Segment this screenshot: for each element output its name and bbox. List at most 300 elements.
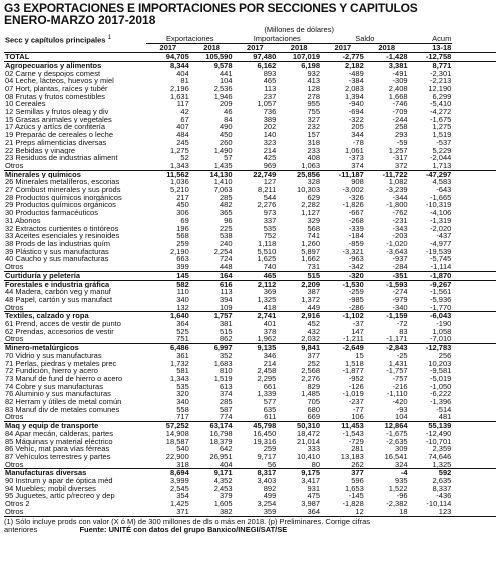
cell-exp-2018: 616 — [190, 280, 234, 288]
group-saldo: Saldo — [321, 34, 409, 44]
cell-exp-2018: 382 — [190, 508, 234, 516]
cell-exp-2017: 217 — [176, 193, 189, 202]
cell-imp-2018: 2,032 — [301, 335, 320, 344]
cell-exp-2018: 862 — [219, 335, 233, 344]
cell-exp-2018: 642 — [219, 445, 233, 453]
cell-acum-13-18: -5,936 — [430, 295, 452, 304]
cell-saldo-2018: -343 — [392, 224, 408, 233]
cell-saldo-2017: 205 — [351, 123, 364, 132]
cell-exp-2017: 404 — [176, 69, 189, 78]
cell-saldo-2018: -231 — [392, 216, 408, 225]
cell-exp-2017: 6,486 — [146, 344, 190, 352]
cell-imp-2018: 18,472 — [297, 429, 320, 438]
cell-imp-2017: 465 — [263, 77, 277, 85]
cell-saldo-2018: -2,382 — [386, 500, 408, 508]
cell-acum-13-18: 8,337 — [432, 484, 452, 493]
row-label: 10 Cereales — [5, 100, 46, 109]
year-imp-2017: 2017 — [234, 44, 278, 53]
cell-acum-13-18: 74,646 — [428, 452, 452, 461]
cell-imp-2017: 369 — [263, 288, 277, 296]
cell-exp-2017: 318 — [176, 460, 189, 469]
cell-exp-2017: 132 — [176, 303, 189, 312]
cell-saldo-2017: -1,828 — [342, 500, 364, 508]
cell-saldo-2018: -1,020 — [386, 239, 408, 248]
row-label: 76 Aluminio y sus manufacturas — [5, 390, 111, 399]
table-row — [4, 255, 496, 263]
row-label: 30 Productos farmacéuticos — [5, 209, 98, 217]
cell-exp-2018: 104 — [219, 77, 233, 85]
row-label: 02 Carne y despojos comest — [5, 69, 101, 78]
cell-imp-2018: 568 — [307, 224, 320, 233]
year-saldo-2018: 2018 — [365, 44, 409, 53]
cell-saldo-2017: 106 — [351, 413, 364, 422]
cell-saldo-2018: -3,239 — [386, 186, 408, 194]
cell-imp-2017: 140 — [263, 131, 277, 139]
table-row — [4, 131, 496, 139]
cell-imp-2017: 323 — [263, 138, 277, 147]
cell-exp-2017: 306 — [176, 209, 189, 217]
row-label: 31 Abonos — [5, 216, 41, 225]
table-row — [4, 162, 496, 170]
cell-exp-2018: 365 — [219, 209, 233, 217]
cell-imp-2018: 449 — [307, 303, 320, 312]
cell-imp-2018: 475 — [307, 492, 320, 501]
cell-exp-2018: 18,379 — [209, 437, 233, 446]
cell-saldo-2018: -709 — [392, 108, 408, 116]
cell-imp-2017: 740 — [263, 263, 277, 272]
cell-imp-2017: 752 — [263, 232, 277, 240]
cell-exp-2017: 8,344 — [169, 61, 189, 70]
cell-saldo-2018: -284 — [392, 263, 408, 272]
cell-exp-2018: 285 — [219, 398, 233, 406]
cell-imp-2017: 3,254 — [257, 500, 277, 508]
table-row — [4, 108, 496, 116]
cell-exp-2018: 240 — [219, 239, 233, 248]
cell-exp-2017: 525 — [176, 327, 189, 336]
row-label: Textiles, calzado y ropa — [4, 312, 146, 320]
cell-imp-2018: 2,568 — [301, 367, 320, 375]
cell-acum-13-18: -1,114 — [430, 263, 452, 272]
cell-acum-13-18: 592 — [409, 469, 453, 477]
cell-exp-2018: 16,798 — [209, 429, 233, 438]
cell-acum-13-18: 1,519 — [432, 131, 452, 139]
row-label: 84 Apar mecán, calderas, partes — [5, 429, 113, 438]
cell-imp-2017: 499 — [263, 492, 277, 501]
table-row — [4, 70, 496, 78]
cell-imp-2018: 1,063 — [301, 161, 320, 170]
table-row — [4, 320, 496, 328]
cell-acum-13-18: -4,272 — [430, 108, 452, 116]
cell-exp-2018: 96 — [224, 216, 233, 225]
footnote-continuation: anteriores — [4, 524, 38, 534]
cell-saldo-2018: 12,864 — [365, 422, 409, 430]
cell-saldo-2018: -274 — [392, 288, 408, 296]
table-row — [4, 170, 496, 178]
cell-saldo-2018: -2,843 — [365, 344, 409, 352]
cell-saldo-2018: -351 — [365, 271, 409, 280]
row-label: 87 Vehículos terrestres y partes — [5, 452, 111, 461]
cell-saldo-2017: -342 — [348, 263, 364, 272]
cell-saldo-2018: -1,675 — [386, 429, 408, 438]
cell-imp-2018: 2,916 — [277, 312, 321, 320]
cell-exp-2018: 810 — [219, 367, 233, 375]
cell-exp-2017: 94,705 — [146, 53, 190, 62]
table-row — [4, 194, 496, 202]
cell-saldo-2018: -746 — [392, 100, 408, 109]
cell-exp-2017: 1,343 — [169, 161, 189, 170]
cell-acum-13-18: 2,359 — [432, 445, 452, 453]
cell-acum-13-18: -2,044 — [430, 154, 452, 162]
cell-imp-2017: 544 — [263, 193, 277, 202]
cell-acum-13-18: -436 — [436, 492, 452, 501]
cell-saldo-2018: 1,668 — [388, 92, 408, 101]
row-label: 85 Máquinas y material eléctrico — [5, 437, 113, 446]
row-label: Otros — [5, 335, 24, 344]
cell-imp-2017: 2,741 — [234, 312, 278, 320]
cell-imp-2018: 829 — [307, 382, 320, 391]
table-row — [4, 232, 496, 240]
cell-acum-13-18: -12,758 — [409, 53, 453, 62]
cell-exp-2018: 4,352 — [213, 477, 233, 485]
cell-exp-2017: 14,908 — [165, 429, 189, 438]
cell-imp-2017: 113 — [264, 84, 277, 93]
row-label: 27 Combust minerales y sus prods — [5, 186, 121, 194]
cell-saldo-2018: -2,635 — [386, 437, 408, 446]
cell-imp-2017: 425 — [263, 154, 277, 162]
cell-imp-2018: 515 — [277, 271, 321, 280]
cell-saldo-2018: -317 — [392, 154, 408, 162]
cell-saldo-2017: -1,826 — [342, 201, 364, 210]
stub-label: Secc y capítulos principales — [5, 35, 106, 44]
cell-exp-2018: 26,951 — [209, 452, 233, 461]
cell-imp-2018: 128 — [307, 84, 320, 93]
cell-exp-2018: 46 — [224, 108, 233, 116]
cell-exp-2018: 381 — [219, 320, 233, 328]
row-label: Otros — [5, 161, 24, 170]
cell-saldo-2017: -952 — [348, 374, 364, 383]
cell-acum-13-18: -1,770 — [430, 303, 452, 312]
cell-saldo-2018: -937 — [392, 255, 408, 264]
cell-exp-2017: 145 — [146, 271, 190, 280]
cell-saldo-2017: -237 — [348, 398, 364, 406]
cell-imp-2017: 1,057 — [257, 100, 277, 109]
table-row — [4, 77, 496, 85]
cell-saldo-2017: 374 — [351, 161, 364, 170]
row-label: 23 Residuos de industrias aliment — [5, 154, 118, 162]
cell-exp-2018: 379 — [219, 492, 233, 501]
cell-imp-2017: 465 — [234, 271, 278, 280]
cell-saldo-2017: -985 — [348, 295, 364, 304]
table-row — [4, 53, 496, 62]
cell-exp-2018: 105,590 — [190, 53, 234, 62]
cell-acum-13-18: -1,050 — [430, 382, 452, 391]
table-body — [4, 53, 496, 516]
cell-saldo-2018: -1,110 — [386, 390, 408, 399]
cell-saldo-2017: -126 — [348, 382, 364, 391]
cell-exp-2017: 1,640 — [146, 312, 190, 320]
cell-imp-2018: 755 — [307, 108, 320, 116]
cell-exp-2017: 259 — [176, 239, 189, 248]
cell-exp-2017: 1,732 — [169, 359, 189, 368]
cell-saldo-2017: -145 — [348, 492, 364, 501]
cell-saldo-2017: 12 — [321, 508, 365, 516]
cell-saldo-2018: -244 — [392, 115, 408, 124]
table-row — [4, 225, 496, 233]
cell-imp-2017: 97,480 — [234, 53, 278, 62]
cell-imp-2017: 2,295 — [257, 374, 277, 383]
cell-imp-2018: 232 — [307, 123, 320, 132]
cell-exp-2017: 2,190 — [169, 247, 189, 256]
cell-saldo-2017: -259 — [348, 288, 364, 296]
cell-exp-2018: 14,130 — [190, 170, 234, 178]
cell-exp-2017: 558 — [176, 405, 189, 414]
cell-acum-13-18: 256 — [438, 351, 452, 360]
cell-exp-2017: 581 — [176, 367, 189, 375]
cell-saldo-2017: -1,530 — [321, 280, 365, 288]
cell-saldo-2018: -309 — [392, 77, 408, 85]
table-row — [4, 413, 496, 421]
cell-acum-13-18: -12,490 — [425, 429, 452, 438]
cell-exp-2018: 1,410 — [213, 178, 233, 187]
cell-acum-13-18: 5,229 — [432, 146, 452, 155]
cell-acum-13-18: -6,043 — [409, 312, 453, 320]
cell-exp-2018: 490 — [219, 123, 233, 132]
cell-exp-2017: 320 — [176, 390, 189, 399]
row-label: 44 Madera, carbón veg y manuf — [5, 288, 111, 296]
table-row — [4, 178, 496, 186]
row-label: 07 Hort, plantas, raíces y tubér — [5, 84, 108, 93]
cell-acum-13-18: 8,771 — [432, 61, 452, 70]
cell-saldo-2017: -339 — [348, 224, 364, 233]
units-label: (Millones de dólares) — [264, 26, 334, 34]
table-row — [4, 139, 496, 147]
cell-acum-13-18: -1,561 — [430, 288, 452, 296]
cell-acum-13-18: -10,701 — [425, 437, 452, 446]
table-row — [4, 500, 496, 508]
row-label: 83 Manuf div de metales comunes — [5, 405, 120, 414]
table-row — [4, 406, 496, 414]
cell-imp-2018: 432 — [307, 327, 320, 336]
cell-imp-2018: 932 — [307, 69, 320, 78]
cell-imp-2017: 892 — [263, 484, 277, 493]
cell-saldo-2018: 104 — [395, 413, 408, 422]
cell-saldo-2017: 147 — [351, 327, 364, 336]
cell-acum-13-18: -5,019 — [430, 374, 452, 383]
cell-imp-2017: 9,717 — [257, 452, 277, 461]
table-row — [4, 296, 496, 304]
cell-saldo-2018: 309 — [395, 445, 408, 453]
cell-saldo-2018: -1,800 — [386, 201, 408, 210]
cell-saldo-2017: -78 — [352, 138, 364, 147]
cell-acum-13-18: -1,665 — [430, 193, 452, 202]
row-label: 94 Muebles; mobil diverses — [5, 484, 96, 493]
cell-saldo-2018: -344 — [392, 193, 408, 202]
cell-saldo-2017: 596 — [351, 477, 364, 485]
cell-saldo-2017: 13,183 — [340, 452, 364, 461]
cell-saldo-2018: -1,159 — [365, 312, 409, 320]
cell-acum-13-18: -7,010 — [430, 335, 452, 344]
cell-saldo-2018: -1,757 — [386, 367, 408, 375]
cell-imp-2017: 3,403 — [257, 477, 277, 485]
footnotes — [4, 518, 496, 534]
cell-exp-2018: 613 — [219, 382, 233, 391]
year-exp-2018: 2018 — [190, 44, 234, 53]
cell-saldo-2018: -216 — [392, 382, 408, 391]
cell-acum-13-18: 123 — [409, 508, 453, 516]
chart-code: G3 — [4, 1, 21, 15]
table-row — [4, 383, 496, 391]
table-row — [4, 304, 496, 312]
cell-exp-2018: 6,997 — [190, 344, 234, 352]
cell-saldo-2018: 935 — [395, 477, 408, 485]
cell-saldo-2017: 1,518 — [344, 359, 364, 368]
table-row — [4, 422, 496, 430]
cell-imp-2018: 2,209 — [277, 280, 321, 288]
cell-imp-2018: 731 — [307, 263, 320, 272]
cell-exp-2018: 482 — [219, 201, 233, 210]
cell-saldo-2017: -667 — [348, 209, 364, 217]
row-label: 72 Fundición, hierro y acero — [5, 367, 98, 375]
cell-exp-2017: 340 — [176, 295, 189, 304]
table-row — [4, 430, 496, 438]
cell-exp-2017: 407 — [176, 123, 189, 132]
group-header-row — [4, 34, 496, 44]
cell-exp-2017: 535 — [176, 382, 189, 391]
stub-footnote-marker: 1 — [107, 33, 112, 41]
cell-exp-2017: 1,631 — [169, 92, 189, 101]
cell-imp-2018: 705 — [307, 398, 320, 406]
row-label: 33 Aceites esenciales y resinoides — [5, 232, 120, 240]
cell-exp-2018: 374 — [219, 390, 233, 399]
cell-exp-2018: 2,254 — [213, 247, 233, 256]
cell-saldo-2018: 324 — [395, 460, 408, 469]
cell-imp-2018: 318 — [307, 138, 320, 147]
cell-acum-13-18: 2,635 — [432, 477, 452, 485]
cell-imp-2018: 157 — [307, 131, 320, 139]
cell-saldo-2017: -694 — [348, 108, 364, 116]
table-row — [4, 375, 496, 383]
cell-imp-2018: 333 — [307, 445, 320, 453]
cell-imp-2018: 1,260 — [301, 239, 320, 248]
cell-imp-2018: 327 — [307, 115, 320, 124]
cell-imp-2017: 1,625 — [257, 255, 277, 264]
table-row — [4, 154, 496, 162]
cell-saldo-2017: 281 — [351, 445, 364, 453]
cell-exp-2017: 582 — [146, 280, 190, 288]
cell-saldo-2017: 2,083 — [344, 84, 364, 93]
row-label: Agropecuarios y alimentos — [5, 61, 102, 70]
cell-imp-2018: 50,310 — [277, 422, 321, 430]
cell-imp-2018: 10,410 — [297, 452, 320, 461]
cell-saldo-2017: -37 — [352, 320, 364, 328]
cell-imp-2017: 8,211 — [258, 186, 277, 194]
table-row — [4, 288, 496, 296]
group-importaciones: Importaciones — [234, 34, 322, 44]
cell-exp-2018: 515 — [219, 327, 233, 336]
row-label: 32 Extractos curtientes o tintóreos — [5, 224, 119, 233]
table-row — [4, 263, 496, 271]
cell-exp-2017: 663 — [176, 255, 189, 264]
cell-exp-2017: 1,275 — [169, 146, 189, 155]
row-label: Forestales e industria gráfica — [4, 280, 146, 288]
cell-acum-13-18: -4,106 — [430, 209, 452, 217]
cell-imp-2018: 9,841 — [277, 344, 321, 352]
cell-exp-2018: 9,171 — [190, 469, 234, 477]
cell-saldo-2017: -859 — [348, 239, 364, 248]
cell-exp-2018: 2,536 — [213, 84, 233, 93]
cell-imp-2018: 80 — [311, 460, 320, 469]
cell-exp-2017: 540 — [176, 445, 189, 453]
cell-saldo-2017: -184 — [348, 232, 364, 240]
cell-exp-2018: 450 — [219, 131, 233, 139]
cell-imp-2018: 107,019 — [277, 53, 321, 62]
cell-imp-2017: 893 — [263, 69, 277, 78]
cell-imp-2018: 452 — [307, 320, 320, 328]
row-label: 12 Semillas y frutos oleag y div — [5, 108, 109, 116]
row-label: 28 Productos químicos inorgánicos — [5, 193, 122, 202]
year-saldo-2017: 2017 — [321, 44, 365, 53]
table-row — [4, 398, 496, 406]
cell-imp-2017: 418 — [263, 303, 277, 312]
cell-exp-2017: 354 — [176, 492, 189, 501]
cell-saldo-2017: -1,019 — [342, 390, 364, 399]
row-label: Otros — [5, 263, 24, 272]
cell-saldo-2018: -1,593 — [365, 280, 409, 288]
cell-saldo-2017: -384 — [348, 77, 364, 85]
cell-acum-13-18: 6,299 — [432, 92, 452, 101]
cell-saldo-2017: -3,321 — [342, 247, 364, 256]
cell-saldo-2018: 372 — [395, 161, 408, 170]
cell-saldo-2018: -491 — [392, 69, 408, 78]
cell-acum-13-18: -6,222 — [430, 390, 452, 399]
cell-saldo-2018: 2,408 — [388, 84, 408, 93]
cell-saldo-2018: -203 — [392, 232, 408, 240]
row-label: 21 Preps alimenticias diversas — [5, 138, 107, 147]
footnote-line-1: (1) Sólo incluye prods con valor (X ó M) de 300 millones de dls o más en 2018. (p) Preliminares. Corrige cifras — [4, 516, 370, 526]
row-label: Minerales y químicos — [4, 170, 146, 178]
table-row — [4, 328, 496, 336]
cell-saldo-2017: 344 — [351, 131, 364, 139]
table-row — [4, 100, 496, 108]
cell-imp-2018: 252 — [307, 359, 320, 368]
cell-imp-2018: 1,372 — [301, 295, 320, 304]
cell-imp-2017: 127 — [263, 178, 277, 187]
cell-imp-2018: 329 — [307, 216, 320, 225]
cell-imp-2017: 16,450 — [253, 429, 277, 438]
cell-saldo-2018: -72 — [396, 320, 408, 328]
cell-exp-2017: 11,562 — [146, 170, 190, 178]
cell-saldo-2018: -4 — [365, 469, 409, 477]
cell-exp-2017: 371 — [146, 508, 190, 516]
cell-imp-2018: 3,417 — [301, 477, 320, 485]
units-row — [4, 26, 496, 34]
cell-saldo-2018: 1,431 — [388, 359, 408, 368]
cell-exp-2018: 1,757 — [190, 312, 234, 320]
cell-acum-13-18: -10,114 — [426, 500, 452, 508]
cell-saldo-2018: 1,082 — [388, 178, 408, 187]
cell-imp-2018: 5,897 — [301, 247, 320, 256]
cell-saldo-2018: 1,257 — [388, 146, 408, 155]
cell-imp-2018: 1,127 — [301, 209, 320, 217]
cell-imp-2017: 736 — [263, 108, 277, 116]
cell-imp-2017: 9,135 — [234, 344, 278, 352]
cell-imp-2017: 1,325 — [257, 295, 277, 304]
cell-exp-2017: 81 — [180, 77, 189, 85]
table-row — [4, 61, 496, 69]
cell-imp-2018: 2,282 — [301, 201, 320, 210]
table-row — [4, 508, 496, 516]
report-page — [4, 2, 496, 534]
